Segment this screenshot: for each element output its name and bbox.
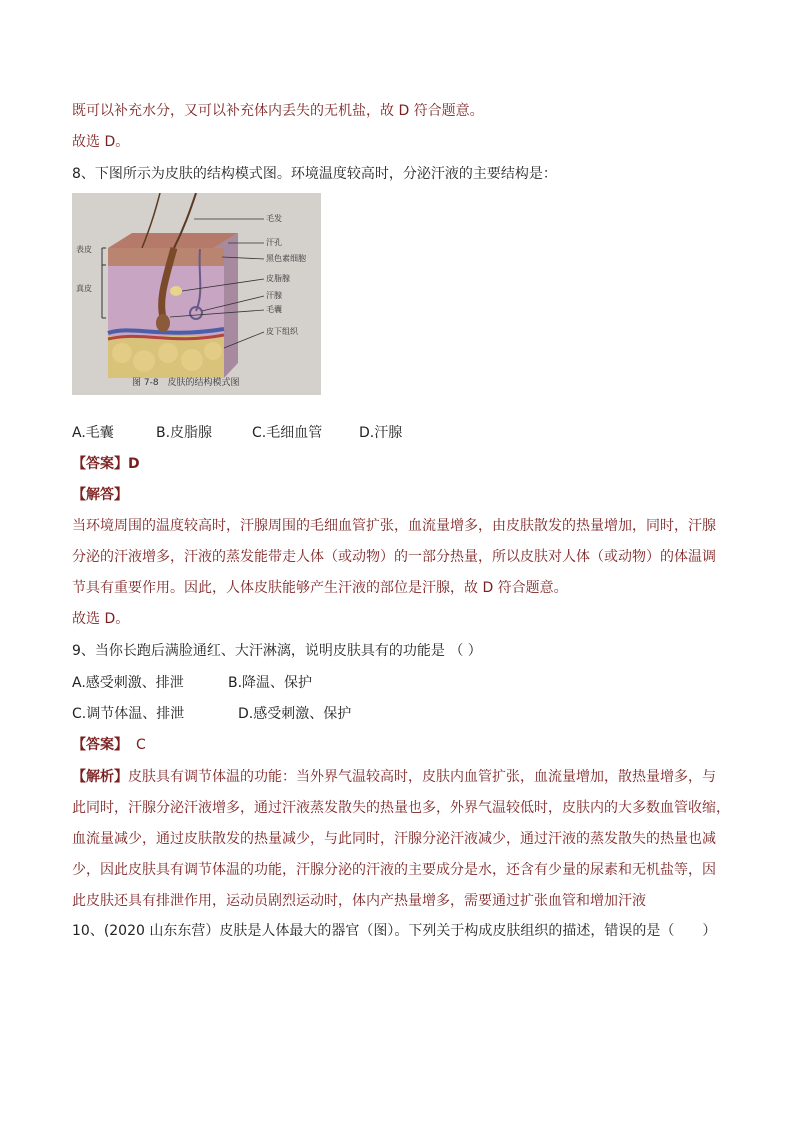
analysis-label: 【解析】 bbox=[72, 769, 128, 785]
skin-structure-figure bbox=[72, 193, 321, 395]
q9-answer bbox=[72, 735, 146, 755]
q8-options bbox=[72, 423, 402, 443]
answer-label: 【答案】 bbox=[72, 737, 128, 753]
text-line: 皮肤具有调节体温的功能：当外界气温较高时，皮肤内血管扩张，血流量增加，散热量增多，与 bbox=[128, 769, 716, 785]
option-a: A.毛囊 bbox=[72, 425, 114, 441]
option-c: C.毛细血管 bbox=[252, 425, 323, 441]
label-hair-follicle: 毛囊 bbox=[266, 305, 282, 314]
question-8: 8、下图所示为皮肤的结构模式图。环境温度较高时，分泌汗液的主要结构是： bbox=[72, 166, 557, 182]
text-line: 故选 D。 bbox=[72, 611, 130, 627]
q9-explanation-line bbox=[72, 767, 716, 787]
label-dermis: 真皮 bbox=[76, 284, 92, 293]
label-sweat-pore: 汗孔 bbox=[266, 238, 282, 247]
skin-diagram bbox=[72, 193, 321, 395]
text-line: 此同时，汗腺分泌汗液增多，通过汗液蒸发散失的热量也多，外界气温较低时，皮肤内的大多数血管收缩， bbox=[72, 800, 730, 816]
q9-options-ab bbox=[72, 673, 312, 693]
q8-answer: 【答案】D bbox=[72, 456, 140, 472]
figure-caption: 图 7-8 皮肤的结构模式图 bbox=[132, 378, 240, 388]
question-9: 9、当你长跑后满脸通红、大汗淋漓，说明皮肤具有的功能是 （ ） bbox=[72, 643, 482, 659]
text-line: 节具有重要作用。因此，人体皮肤能够产生汗液的部位是汗腺，故 D 符合题意。 bbox=[72, 580, 568, 596]
q8-solution-label: 【解答】 bbox=[72, 487, 128, 503]
text-line: 少，因此皮肤具有调节体温的功能，汗腺分泌的汗液的主要成分是水，还含有少量的尿素和无机盐等，因 bbox=[72, 862, 716, 878]
label-hair: 毛发 bbox=[266, 214, 282, 223]
option-a: A.感受刺激、排泄 bbox=[72, 675, 184, 691]
option-c: C.调节体温、排泄 bbox=[72, 706, 185, 722]
question-10: 10、(2020 山东东营）皮肤是人体最大的器官（图）。下列关于构成皮肤组织的描述，错误的是（ ） bbox=[72, 923, 717, 939]
answer-value: C bbox=[136, 737, 146, 753]
text-line: 故选 D。 bbox=[72, 134, 130, 150]
label-sebaceous-gland: 皮脂腺 bbox=[266, 274, 290, 283]
option-d: D.感受刺激、保护 bbox=[238, 706, 352, 722]
option-d: D.汗腺 bbox=[359, 425, 403, 441]
label-melanocyte: 黑色素细胞 bbox=[266, 254, 306, 263]
option-b: B.皮脂腺 bbox=[156, 425, 213, 441]
text-line: 既可以补充水分，又可以补充体内丢失的无机盐，故 D 符合题意。 bbox=[72, 103, 484, 119]
text-line: 分泌的汗液增多，汗液的蒸发能带走人体（或动物）的一部分热量，所以皮肤对人体（或动物）的体温调 bbox=[72, 549, 716, 565]
option-b: B.降温、保护 bbox=[228, 675, 313, 691]
text-line: 此皮肤还具有排泄作用，运动员剧烈运动时，体内产热量增多，需要通过扩张血管和增加汗液 bbox=[72, 893, 646, 909]
text-line: 血流量减少，通过皮肤散发的热量减少，与此同时，汗腺分泌汗液减少，通过汗液的蒸发散失的热量也减 bbox=[72, 831, 716, 847]
label-epidermis: 表皮 bbox=[76, 245, 92, 254]
q9-options-cd bbox=[72, 704, 351, 724]
label-subcutaneous: 皮下组织 bbox=[266, 327, 298, 336]
text-line: 当环境周围的温度较高时，汗腺周围的毛细血管扩张，血流量增多，由皮肤散发的热量增加，同时，汗腺 bbox=[72, 518, 716, 534]
label-sweat-gland: 汗腺 bbox=[266, 291, 282, 300]
